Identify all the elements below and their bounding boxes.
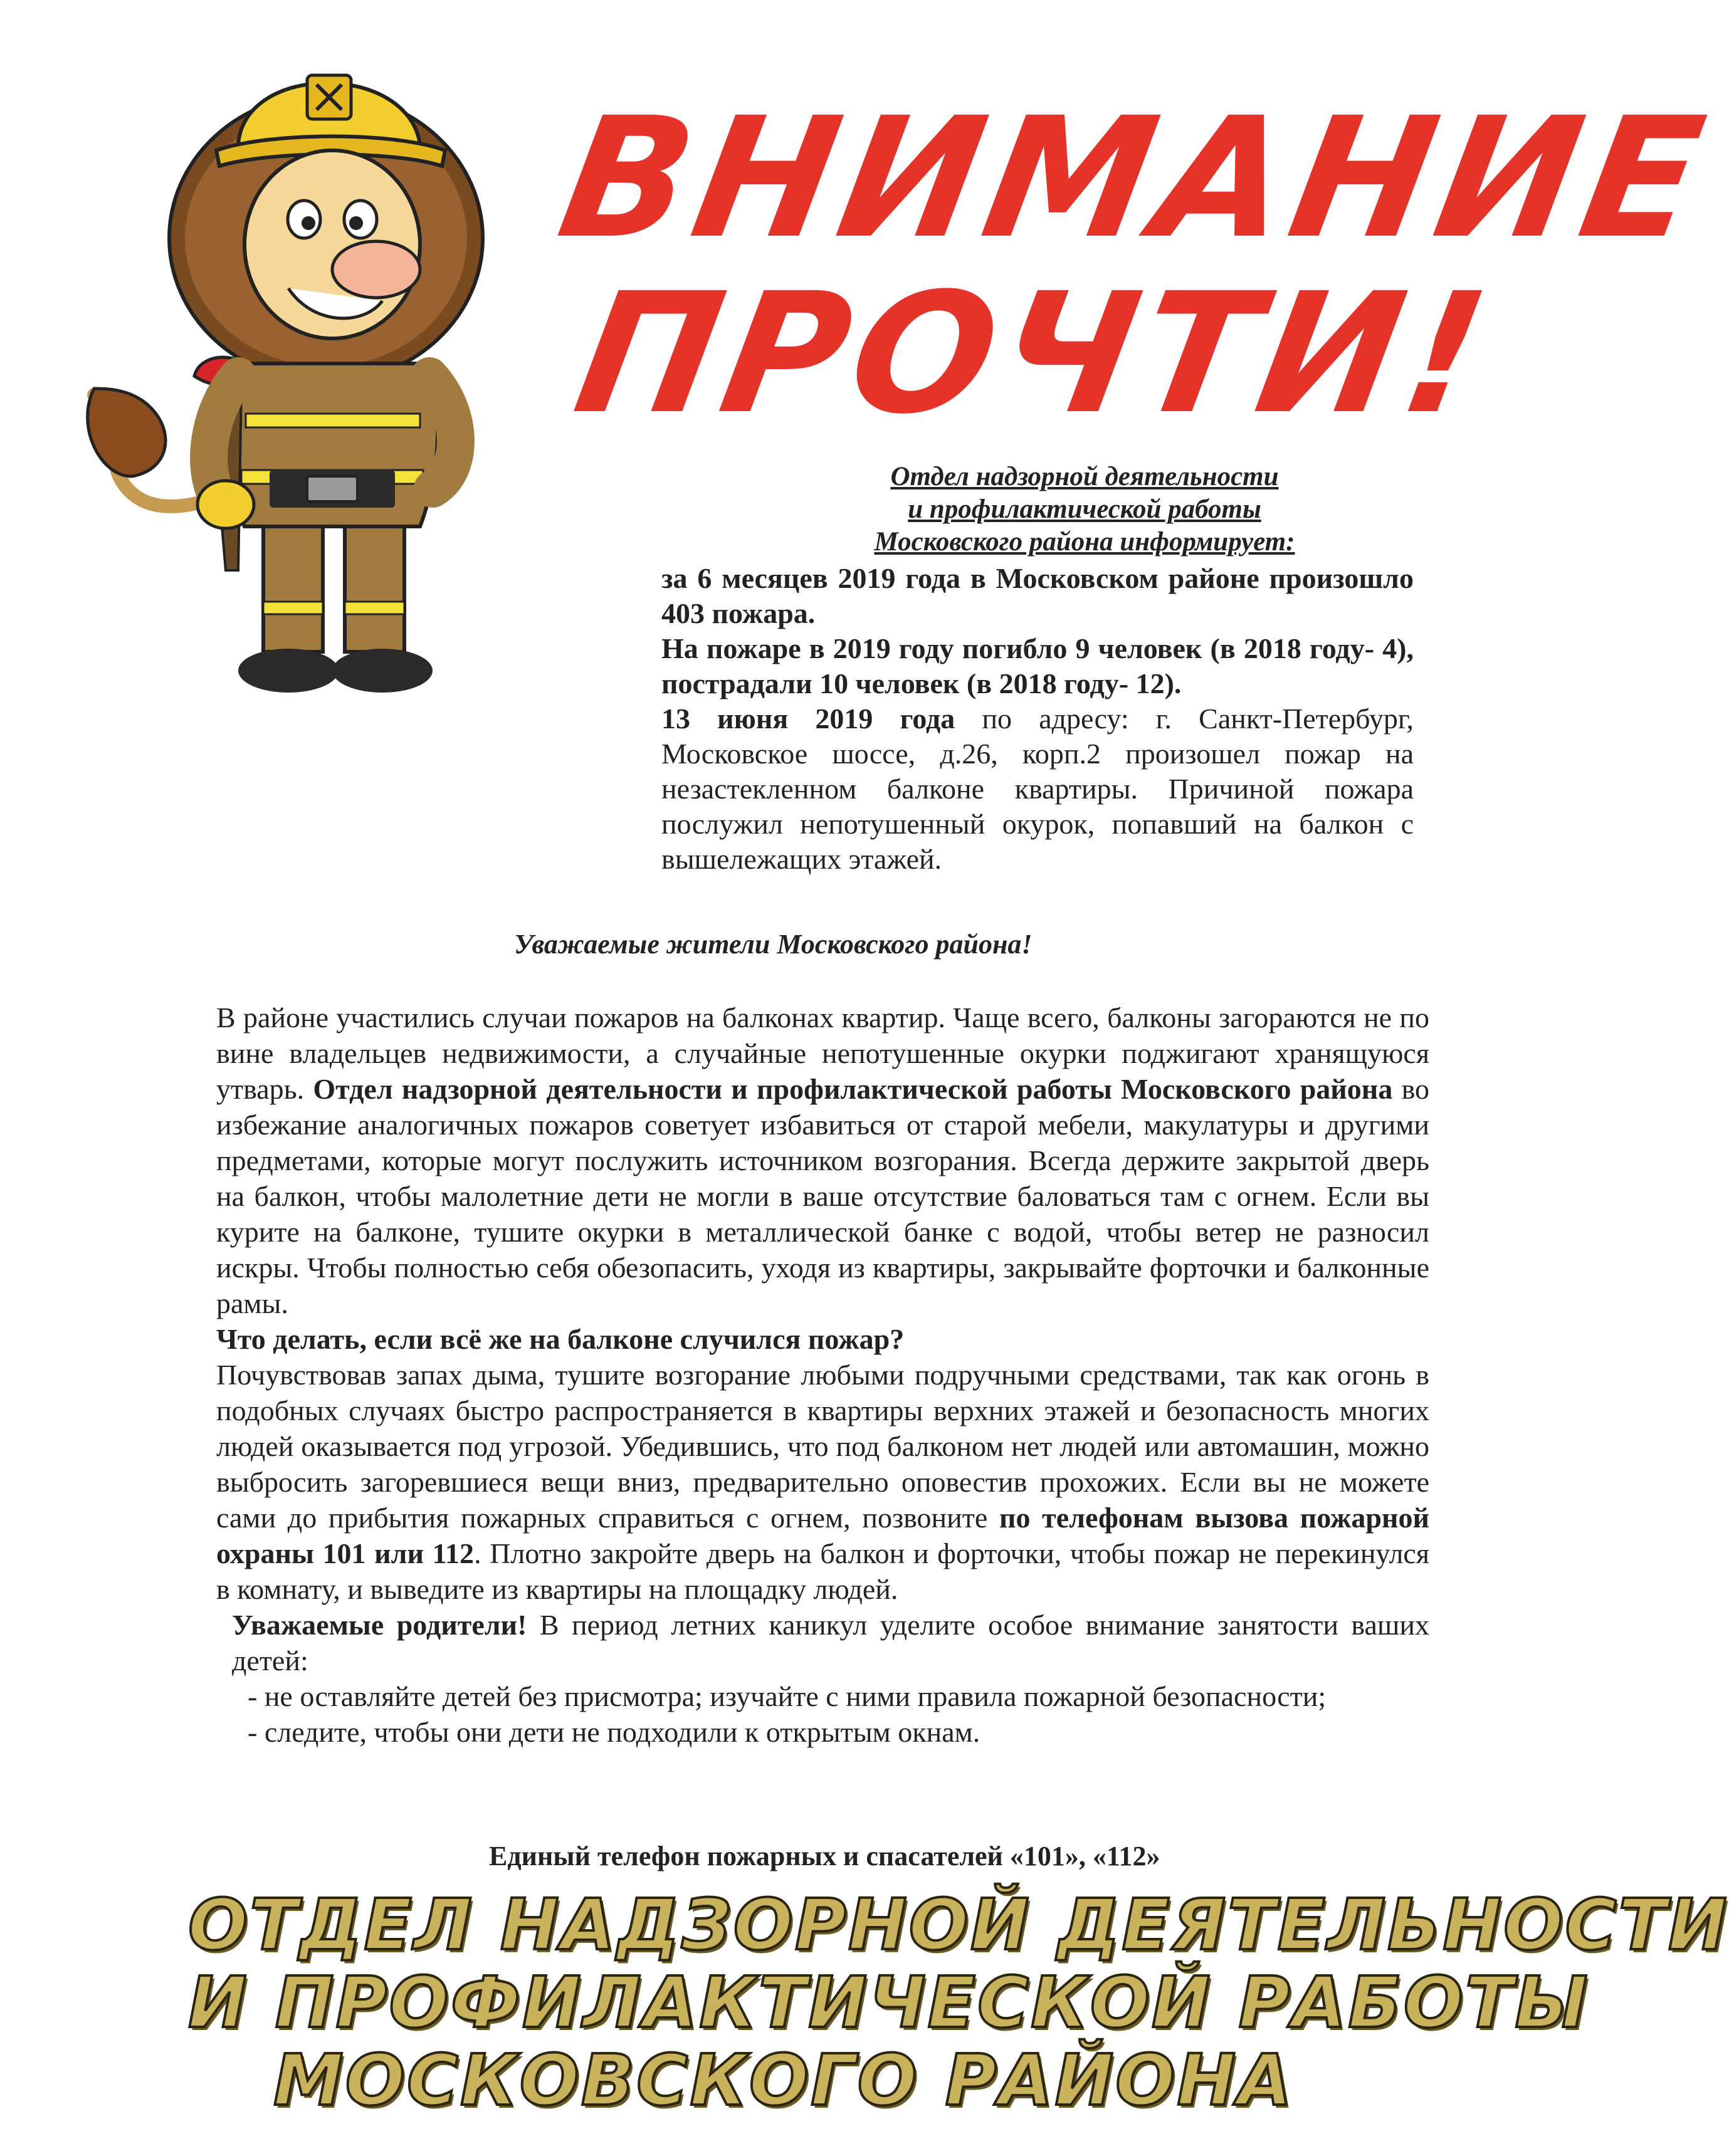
fire-action-paragraph (216, 1357, 1429, 1607)
advice-paragraph (216, 1000, 1429, 1321)
fire-action-text-1: Почувствовав запах дыма, тушите возгорание любыми подручными средствами, так как огонь в подобных случаях быстро распространяется в квартиры верхних этажей и безопасность многих людей оказывается под угрозой. Убедившись, что под балконом нет людей или автомашин, можно выбросить загоревшиеся вещи вниз, предварительно оповестив прохожих. Если вы не можете сами до прибытия пожарных справиться с огнем, позвоните (216, 1359, 1429, 1534)
dept-heading-line-1: Отдел надзорной деятельности (890, 462, 1279, 491)
fire-action-text-2: . Плотно закройте дверь на балкон и форточки, чтобы пожар не перекинулся в комнату, и выведите из квартиры на площадку людей. (216, 1537, 1429, 1605)
intro-block (661, 561, 1414, 877)
footer-banner-line-3: МОСКОВСКОГО РАЙОНА (273, 2040, 1294, 2122)
main-body (216, 1000, 1429, 1750)
footer-banner-line-2: И ПРОФИЛАКТИЧЕСКОЙ РАБОТЫ (188, 1962, 1590, 2044)
intro-incident-date: 13 июня 2019 года (661, 703, 955, 735)
parents-paragraph (232, 1607, 1429, 1678)
intro-casualties: На пожаре в 2019 году погибло 9 человек (в 2018 году- 4), пострадали 10 человек (в 2018 году- 12). (661, 632, 1414, 699)
emergency-phone-line: Единый телефон пожарных и спасателей «101», «112» (489, 1841, 1160, 1871)
intro-incident-text: по адресу: г. Санкт-Петербург, Московское шоссе, д.26, корп.2 произошел пожар на незастекленном балконе квартиры. Причиной пожара послужил непотушенный окурок, попавший на балкон с вышележащих этажей. (661, 703, 1414, 875)
parents-text: В период летних каникул уделите особое внимание занятости ваших детей: (232, 1609, 1429, 1677)
dept-heading-line-2: и профилактической работы (908, 495, 1261, 524)
advice-dept-name: Отдел надзорной деятельности и профилактической работы Московского района (313, 1073, 1393, 1105)
greeting: Уважаемые жители Московского района! (514, 929, 1033, 960)
fire-action-phones: по телефонам вызова пожарной охраны 101 или 112 (216, 1502, 1429, 1569)
footer-banner (188, 1885, 1729, 2122)
question-heading: Что делать, если всё же на балконе случился пожар? (216, 1323, 905, 1355)
dept-heading-line-3: Московского района информирует: (874, 527, 1295, 557)
advice-text-1: В районе участились случаи пожаров на балконах квартир. Чаще всего, балконы загораются не по вине владельцев недвижимости, а случайные непотушенные окурки поджигают хранящуюся утварь. (216, 1002, 1429, 1105)
firefighter-lion-mascot-icon (81, 38, 520, 702)
bullet-item-1: - не оставляйте детей без присмотра; изучайте с ними правила пожарной безопасности; (248, 1680, 1327, 1712)
intro-fires-count: за 6 месяцев 2019 года в Московском районе произошло 403 пожара. (661, 562, 1414, 629)
bullet-item-2: - следите, чтобы они дети не подходили к открытым окнам. (248, 1716, 980, 1748)
footer-banner-line-1: ОТДЕЛ НАДЗОРНОЙ ДЕЯТЕЛЬНОСТИ (188, 1885, 1729, 1966)
advice-text-2: во избежание аналогичных пожаров советует избавиться от старой мебели, макулатуры и другими предметами, которые могут послужить источником возгорания. Всегда держите закрытой дверь на балкон, чтобы малолетние дети не могли в ваше отсутствие баловаться там с огнем. Если вы курите на балконе, тушите окурки в металлической банке с водой, чтобы ветер не разносил искры. Чтобы полностью себя обезопасить, уходя из квартиры, закрывайте форточки и балконные рамы. (216, 1073, 1429, 1319)
intro-incident (661, 701, 1414, 877)
headline-line-2: ПРОЧТИ! (563, 258, 1506, 451)
headline-line-1: ВНИМАНИЕ (547, 82, 1722, 275)
parents-heading: Уважаемые родители! (232, 1609, 527, 1641)
